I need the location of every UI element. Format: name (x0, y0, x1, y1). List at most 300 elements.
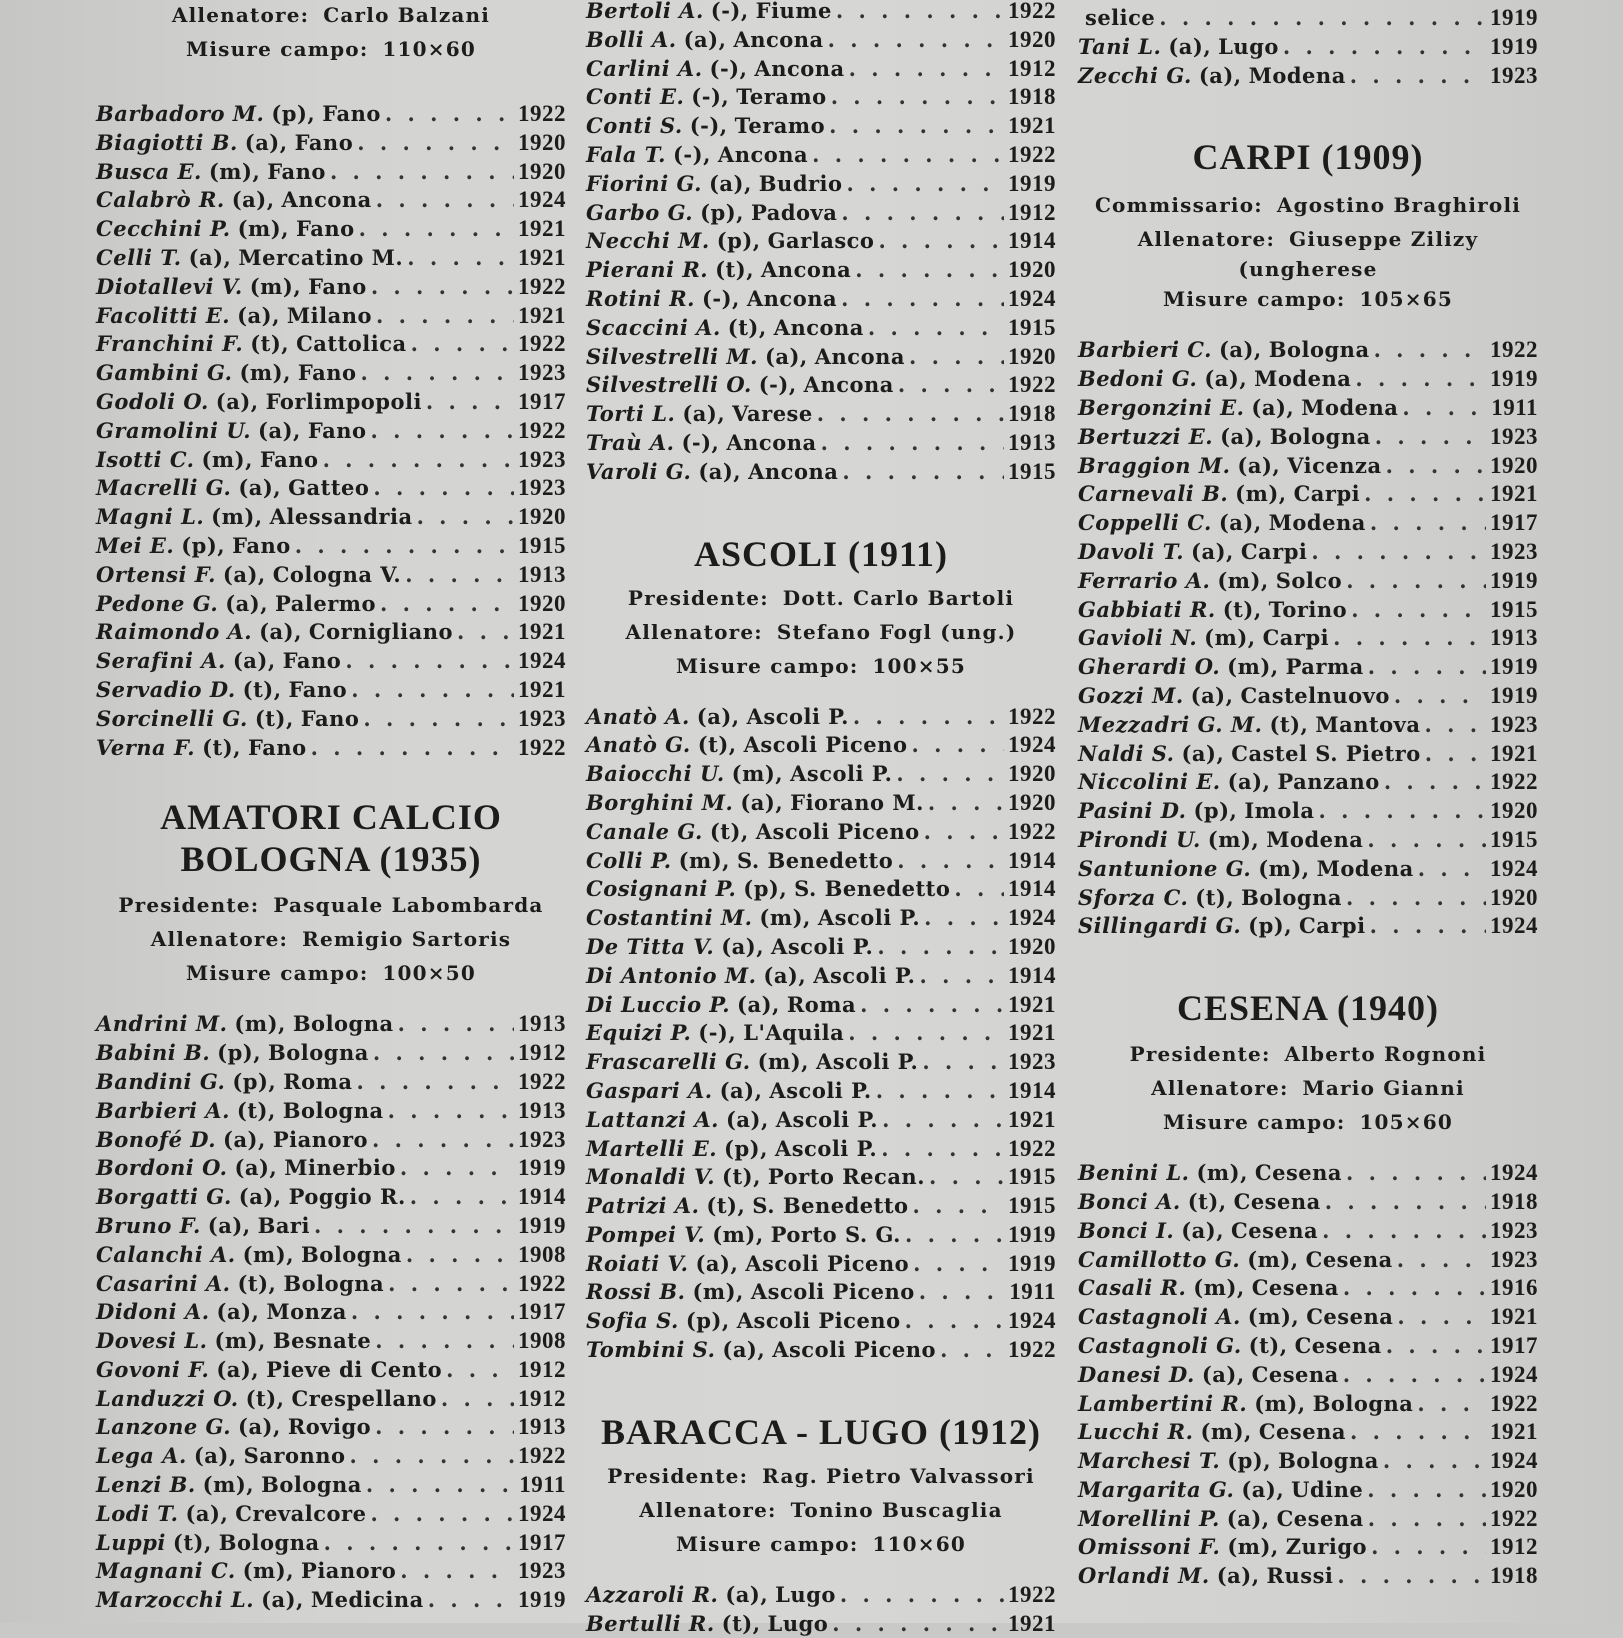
player-role: (a), (763, 962, 807, 988)
player-entry (586, 818, 1056, 847)
player-town: Cesena (1306, 1304, 1394, 1330)
player-birth-year: 1923 (1008, 1049, 1056, 1075)
player-entry (1078, 653, 1538, 682)
player-town: Torino (1268, 596, 1348, 622)
player-role: (t), (254, 705, 294, 731)
player-name: Sforza C. (1078, 884, 1189, 910)
leader-dots (324, 1529, 514, 1558)
player-role: (a), (1220, 423, 1263, 449)
leader-dots (371, 273, 514, 302)
leader-dots (1343, 1361, 1486, 1390)
player-entry (1078, 336, 1538, 365)
player-name: Bordoni O. (96, 1155, 228, 1181)
player-birth-year: 1921 (1008, 113, 1056, 139)
team-title: CARPI (1909) (1192, 137, 1424, 178)
player-birth-year: 1922 (518, 101, 566, 126)
player-birth-year: 1921 (1490, 740, 1538, 766)
player-role: (a), (238, 1184, 282, 1210)
player-name: Necchi M. (586, 228, 710, 254)
leader-dots (1394, 682, 1486, 711)
player-role: (a), (1190, 682, 1234, 708)
leader-dots (311, 734, 514, 763)
player-name: Borgatti G. (96, 1184, 232, 1210)
player-birth-year: 1923 (518, 360, 566, 386)
player-birth-year: 1921 (1490, 481, 1538, 507)
player-entry (586, 429, 1056, 458)
player-birth-year: 1922 (518, 417, 566, 443)
player-list (586, 1581, 1056, 1638)
leader-dots (1370, 912, 1486, 941)
player-name: Raimondo A. (96, 619, 253, 645)
player-town: Bologna (301, 1241, 402, 1267)
player-town: L'Aquila (743, 1020, 845, 1046)
leader-dots (351, 1298, 514, 1327)
player-entry (1078, 884, 1538, 913)
player-role: (a), (258, 417, 301, 443)
player-birth-year: 1920 (1490, 1476, 1538, 1502)
player-name: Carnevali B. (1078, 481, 1229, 507)
player-entry (96, 734, 566, 763)
player-entry (1078, 1390, 1538, 1419)
player-name: Davoli T. (1078, 538, 1185, 564)
player-birth-year: 1920 (1008, 343, 1056, 369)
player-role: (p), (716, 228, 761, 254)
player-role: (t), (250, 331, 290, 357)
player-town: Bologna (282, 1097, 384, 1123)
player-town: Pianoro (301, 1558, 397, 1584)
leader-dots (841, 285, 1004, 314)
player-name: Anatò G. (586, 732, 691, 758)
player-birth-year: 1913 (518, 1414, 566, 1440)
player-town: Cattolica (296, 331, 407, 357)
team-title: ASCOLI (1911) (693, 533, 949, 574)
leader-dots (380, 590, 514, 619)
player-town: Ascoli P. (769, 1077, 872, 1103)
player-town: Castelnuovo (1240, 682, 1390, 708)
leader-dots (1383, 1447, 1486, 1476)
player-birth-year: 1921 (518, 244, 566, 270)
player-role: (t), (202, 734, 241, 760)
player-birth-year: 1919 (518, 1155, 566, 1181)
player-town: Medicina (310, 1587, 424, 1613)
player-name: Benini L. (1078, 1160, 1190, 1186)
player-list (586, 703, 1056, 1365)
player-list (1078, 1159, 1538, 1591)
leader-dots (847, 170, 1004, 199)
player-town: Fano (282, 648, 342, 674)
player-birth-year: 1919 (1008, 1221, 1056, 1247)
player-name: Camillotto G. (1078, 1246, 1241, 1272)
player-town: Poggio R. (288, 1184, 406, 1210)
player-birth-year: 1921 (1008, 991, 1056, 1017)
player-entry (1078, 1217, 1538, 1246)
player-entry (96, 244, 566, 273)
player-entry (586, 1610, 1056, 1638)
player-role: (p), (181, 532, 226, 558)
leader-dots (446, 1356, 514, 1385)
player-entry (96, 417, 566, 446)
player-entry (1078, 33, 1538, 62)
player-role: (t), (706, 1193, 746, 1219)
player-birth-year: 1924 (1490, 855, 1538, 881)
player-entry (96, 1356, 566, 1385)
player-entry (96, 1241, 566, 1270)
column-2 (586, 0, 1056, 1638)
player-name: Canale G. (586, 818, 703, 844)
player-town: Minerbio (284, 1155, 396, 1181)
leader-dots (913, 1250, 1004, 1279)
leader-dots (897, 847, 1004, 876)
leader-dots (407, 244, 514, 273)
player-name: Frascarelli G. (586, 1049, 751, 1075)
player-role: (a), (725, 1581, 769, 1607)
player-name: Santunione G. (1078, 855, 1252, 881)
player-birth-year: 1917 (1490, 1332, 1538, 1358)
player-role: (p), (743, 876, 788, 902)
player-role: (m), (692, 1279, 744, 1305)
player-role: (t), (245, 1385, 285, 1411)
player-role: (a), (1227, 769, 1271, 795)
player-entry (586, 847, 1056, 876)
player-name: Bertoli A. (586, 0, 704, 23)
player-name: Anatò A. (586, 703, 690, 729)
player-role: (a), (259, 619, 302, 645)
player-birth-year: 1915 (1008, 458, 1056, 484)
player-role: (m), (1193, 1275, 1245, 1301)
player-town: Bologna (283, 1270, 385, 1296)
player-role: (a), (238, 1414, 281, 1440)
player-birth-year: 1923 (518, 705, 566, 731)
player-role: (m), (1235, 481, 1287, 507)
leader-dots (821, 429, 1004, 458)
player-town: Porto Recan. (767, 1164, 926, 1190)
leader-dots (812, 141, 1004, 170)
player-name: Calabrò R. (96, 187, 225, 213)
player-birth-year: 1912 (518, 1040, 566, 1066)
player-name: Marchesi T. (1078, 1448, 1221, 1474)
player-entry (96, 1500, 566, 1529)
player-entry (96, 1010, 566, 1039)
player-role: (m), (1200, 1419, 1252, 1445)
player-name: De Titta V. (586, 933, 715, 959)
player-birth-year: 1920 (1008, 761, 1056, 787)
player-entry (586, 875, 1056, 904)
player-birth-year: 1922 (518, 273, 566, 299)
leader-dots (330, 158, 514, 187)
player-birth-year: 1920 (1008, 257, 1056, 283)
leader-dots (323, 446, 514, 475)
player-town: Porto S. G. (770, 1221, 901, 1247)
player-town: Bari (257, 1212, 310, 1238)
player-role: (a), (237, 302, 280, 328)
player-entry (1078, 1332, 1538, 1361)
leader-dots (929, 1163, 1004, 1192)
column-1 (96, 0, 566, 1615)
leader-dots (1375, 423, 1486, 452)
player-name: Marzocchi L. (96, 1587, 255, 1613)
player-role: (m), (1207, 826, 1260, 852)
leader-dots (817, 400, 1004, 429)
coach-nationality: (ungherese (1238, 257, 1378, 282)
player-entry (586, 400, 1056, 429)
player-birth-year: 1924 (1008, 1308, 1056, 1334)
leader-dots (357, 1068, 514, 1097)
pitch-size-line: Misure campo: 100×50 (186, 961, 476, 986)
player-role: (-), (691, 84, 730, 110)
player-entry (1078, 1505, 1538, 1534)
player-birth-year: 1920 (518, 504, 566, 530)
player-role: (m), (1196, 1160, 1248, 1186)
player-role: (a), (698, 458, 742, 484)
player-birth-year: 1924 (1490, 1361, 1538, 1387)
player-name: Barbieri A. (96, 1097, 230, 1123)
player-name: Garbo G. (586, 199, 694, 225)
player-name: Traù A. (586, 429, 675, 455)
player-birth-year: 1921 (1008, 1610, 1056, 1636)
player-town: Castel S. Pietro (1231, 740, 1421, 766)
player-entry (1078, 1188, 1538, 1217)
player-role: (m), (237, 216, 289, 242)
leader-dots (1346, 1159, 1486, 1188)
leader-dots (361, 359, 514, 388)
leader-dots (372, 1126, 514, 1155)
leader-dots (411, 330, 514, 359)
player-name: Busca E. (96, 158, 202, 184)
player-birth-year: 1920 (518, 590, 566, 616)
player-town: Fano (294, 129, 354, 155)
player-name: Macrelli G. (96, 475, 232, 501)
player-role: (p), (1248, 913, 1293, 939)
player-name: Di Antonio M. (586, 962, 757, 988)
leader-dots (314, 1212, 514, 1241)
leader-dots (1384, 768, 1486, 797)
leader-dots (878, 227, 1004, 256)
player-entry (586, 789, 1056, 818)
player-entry (1078, 1303, 1538, 1332)
player-entry (96, 618, 566, 647)
player-town: Ascoli Piceno (750, 1279, 915, 1305)
player-birth-year: 1921 (518, 302, 566, 328)
leader-dots (954, 875, 1004, 904)
player-birth-year: 1919 (1008, 170, 1056, 196)
commissioner-line: Commissario: Agostino Braghiroli (1094, 193, 1522, 218)
player-entry (96, 503, 566, 532)
player-entry (1078, 452, 1538, 481)
player-entry (96, 215, 566, 244)
player-name: Borghini M. (586, 789, 734, 815)
player-town: Fano (259, 446, 319, 472)
player-role: (a), (1218, 510, 1262, 536)
player-role: (a), (225, 590, 269, 616)
player-role: (a), (722, 1337, 766, 1363)
coach-line: Allenatore: Giuseppe Zilizy (1137, 227, 1479, 252)
player-name: Gabbiati R. (1078, 596, 1216, 622)
player-birth-year: 1924 (518, 1500, 566, 1526)
leader-dots (371, 417, 515, 446)
pitch-size-line: Misure campo: 110×60 (676, 1531, 966, 1556)
player-list (96, 1010, 566, 1615)
player-entry (1078, 1159, 1538, 1188)
player-entry (1078, 1533, 1538, 1562)
leader-dots (1397, 1303, 1486, 1332)
player-role: (m), (731, 761, 784, 787)
player-entry (1078, 682, 1538, 711)
player-role: (a), (222, 561, 266, 587)
player-role: (-), (701, 285, 740, 311)
leader-dots (350, 1442, 514, 1471)
leader-dots (1283, 33, 1486, 62)
player-town: Ancona (726, 429, 817, 455)
player-list (1078, 336, 1538, 941)
leader-dots (1325, 1188, 1486, 1217)
player-name: Equizi P. (586, 1020, 692, 1046)
player-entry (586, 314, 1056, 343)
leader-dots (375, 1327, 514, 1356)
leader-dots (1368, 653, 1486, 682)
player-birth-year: 1921 (1490, 1419, 1538, 1445)
player-town: Carpi (1262, 625, 1330, 651)
player-birth-year: 1908 (518, 1328, 566, 1354)
player-name: Castagnoli A. (1078, 1304, 1241, 1330)
player-entry (96, 561, 566, 590)
player-entry (96, 446, 566, 475)
leader-dots (1337, 1562, 1486, 1591)
player-town: Milano (286, 302, 373, 328)
player-name: Serafini A. (96, 648, 226, 674)
player-name: Pirondi U. (1078, 826, 1201, 852)
player-role: (t), (236, 1097, 276, 1123)
player-town: Panzano (1277, 769, 1380, 795)
player-entry (586, 26, 1056, 55)
player-entry (1078, 480, 1538, 509)
player-birth-year: 1920 (1490, 798, 1538, 824)
player-birth-year: 1920 (518, 158, 566, 184)
player-name: Lucchi R. (1078, 1419, 1194, 1445)
player-birth-year: 1924 (1008, 285, 1056, 311)
player-birth-year: 1911 (1009, 1279, 1056, 1305)
leader-dots (840, 1581, 1004, 1610)
player-entry (1078, 4, 1538, 33)
player-name: Casali R. (1078, 1275, 1187, 1301)
leader-dots (406, 1241, 514, 1270)
player-birth-year: 1920 (518, 129, 566, 155)
player-name: Costantini M. (586, 905, 753, 931)
leader-dots (359, 215, 514, 244)
player-name: Carlini A. (586, 55, 703, 81)
player-birth-year: 1914 (1008, 876, 1056, 902)
player-entry (96, 1154, 566, 1183)
player-birth-year: 1914 (1008, 847, 1056, 873)
player-town: Zurigo (1285, 1534, 1368, 1560)
leader-dots (1159, 4, 1486, 33)
coach-line: Allenatore: Remigio Sartoris (150, 927, 512, 952)
player-entry (586, 1192, 1056, 1221)
player-town: Palermo (275, 590, 376, 616)
player-entry (586, 1221, 1056, 1250)
player-role: (a), (1251, 394, 1295, 420)
player-entry (586, 1019, 1056, 1048)
player-role: (a), (223, 1126, 266, 1152)
player-birth-year: 1922 (1008, 1337, 1056, 1363)
player-name: Bonci A. (1078, 1188, 1181, 1214)
player-entry (96, 359, 566, 388)
player-birth-year: 1913 (518, 1097, 566, 1123)
player-name: Servadio D. (96, 676, 236, 702)
player-name: Niccolini E. (1078, 769, 1221, 795)
player-birth-year: 1922 (1490, 769, 1538, 795)
player-town: Forlimpopoli (265, 388, 422, 414)
player-birth-year: 1923 (518, 475, 566, 501)
leader-dots (855, 256, 1004, 285)
player-town: Modena (1316, 855, 1414, 881)
player-town: Besnate (272, 1328, 372, 1354)
leader-dots (868, 314, 1004, 343)
player-role: (a), (232, 648, 276, 674)
player-entry (586, 55, 1056, 84)
team-title: BARACCA - LUGO (1912) (601, 1411, 1041, 1452)
leader-dots (1374, 336, 1486, 365)
player-role: (a), (261, 1587, 304, 1613)
player-role: (a), (1198, 62, 1242, 88)
player-birth-year: 1921 (1490, 1304, 1538, 1330)
player-entry (1078, 423, 1538, 452)
player-town: Ascoli P. (817, 905, 921, 931)
player-birth-year: 1920 (1008, 26, 1056, 52)
player-name: Tani L. (1078, 33, 1162, 59)
player-name: Tombini S. (586, 1337, 716, 1363)
leader-dots (1346, 884, 1486, 913)
leader-dots (1386, 452, 1486, 481)
player-town: Padova (750, 199, 838, 225)
player-town: Ascoli P. (775, 1106, 879, 1132)
player-town: Teramo (734, 113, 826, 139)
player-name: Bolli A. (586, 26, 677, 52)
player-name: Castagnoli G. (1078, 1332, 1242, 1358)
player-name: Orlandi M. (1078, 1563, 1210, 1589)
player-town: Lugo (767, 1610, 829, 1636)
player-birth-year: 1922 (518, 1443, 566, 1469)
player-birth-year: 1920 (1490, 452, 1538, 478)
player-role: (p), (685, 1308, 730, 1334)
player-name: Celli T. (96, 244, 182, 270)
player-role: (m), (1258, 855, 1310, 881)
player-entry (96, 1529, 566, 1558)
player-entry (1078, 1418, 1538, 1447)
player-birth-year: 1913 (518, 561, 566, 587)
leader-dots (877, 933, 1004, 962)
leader-dots (417, 503, 514, 532)
player-town: Cesena (1231, 1217, 1319, 1243)
player-name: Sofia S. (586, 1308, 679, 1334)
player-town: Ancona (803, 372, 894, 398)
player-birth-year: 1913 (1008, 429, 1056, 455)
coach-line: Allenatore: Carlo Balzani (171, 3, 491, 27)
player-town: Fiume (755, 0, 832, 23)
player-role: (a), (238, 475, 282, 501)
player-name: Isotti C. (96, 446, 195, 472)
leader-dots (928, 789, 1004, 818)
leader-dots (905, 1221, 1004, 1250)
player-name: Ortensi F. (96, 561, 216, 587)
player-town: Varese (732, 401, 813, 427)
player-list (586, 0, 1056, 487)
player-role: (-), (710, 0, 749, 23)
player-town: Bologna (1278, 1448, 1379, 1474)
coach-line: Allenatore: Tonino Buscaglia (639, 1497, 1003, 1522)
player-role: (t), (1269, 711, 1309, 737)
leader-dots (920, 962, 1005, 991)
player-birth-year: 1917 (518, 388, 566, 414)
